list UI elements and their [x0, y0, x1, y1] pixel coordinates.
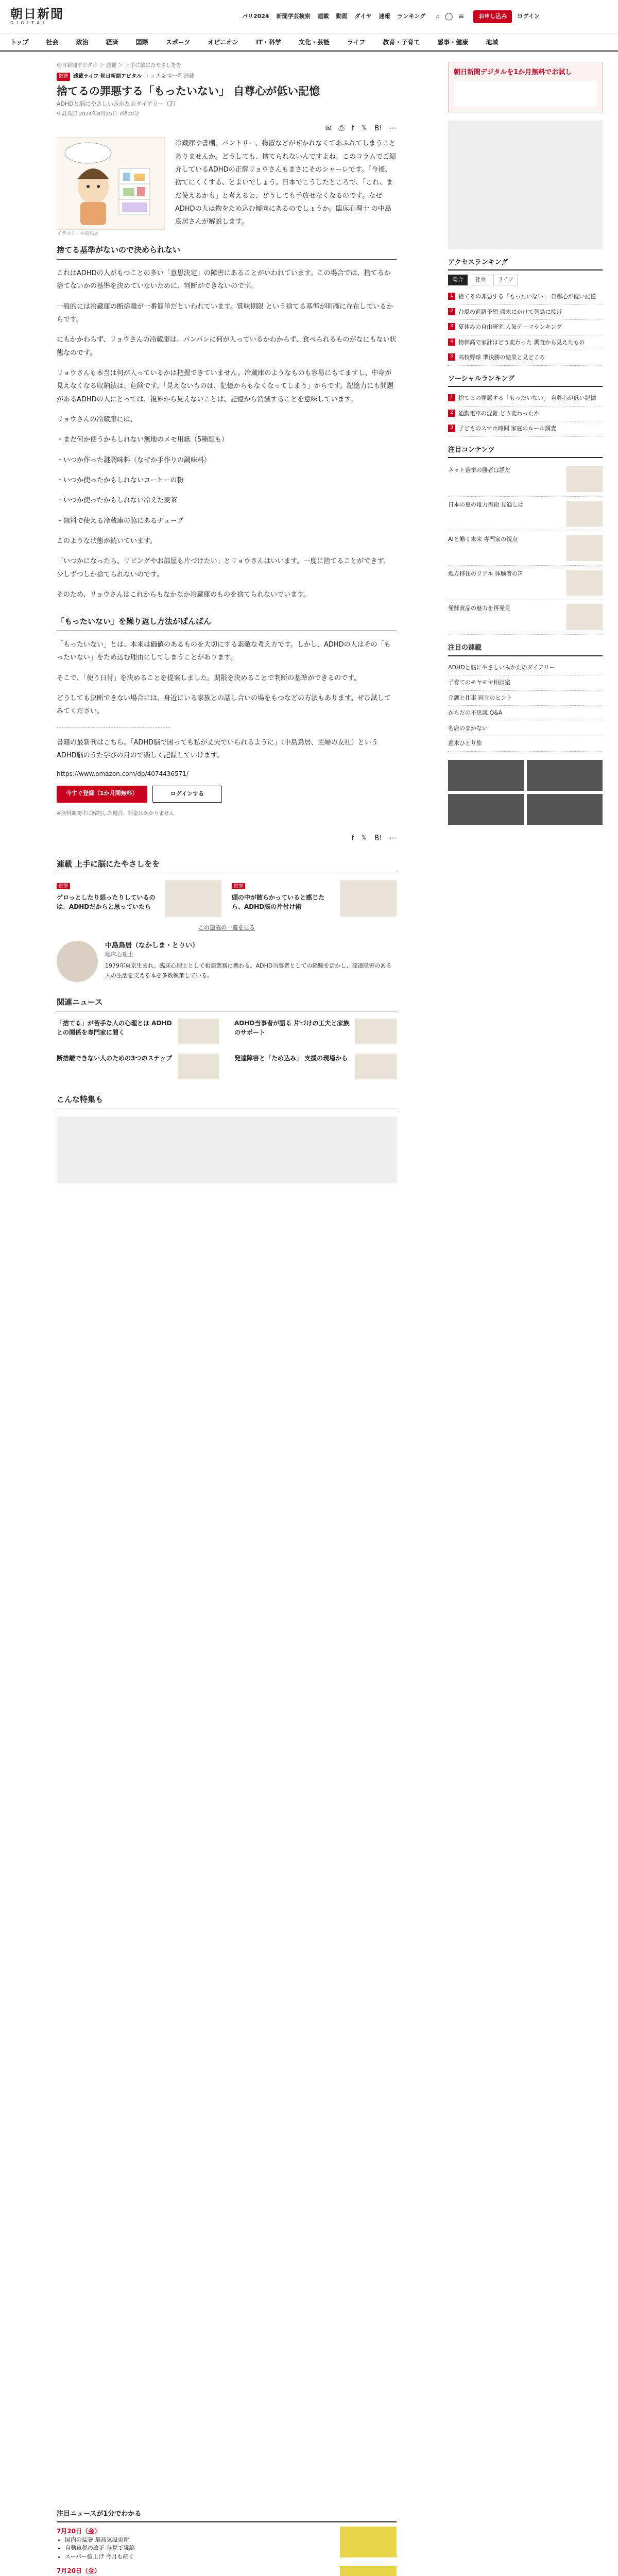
content-item[interactable]: 日本の夏の電力需給 見通しは: [448, 497, 603, 531]
ranking-tab[interactable]: ライフ: [493, 275, 518, 285]
main-nav: [0, 34, 618, 52]
nav-item[interactable]: 文化・芸能: [298, 39, 330, 46]
series-badge: 医療: [57, 73, 70, 81]
site-header: [0, 0, 618, 34]
bookmark-icon[interactable]: B!: [374, 124, 382, 133]
hot-series-item[interactable]: ADHDと脳にやさしいみかたのダイアリー: [448, 660, 603, 676]
social-ranking-list: [448, 391, 603, 437]
contents-heading: 注目コンテンツ: [448, 445, 603, 459]
hot-series-heading: 注目の連載: [448, 643, 603, 656]
video-thumbnail[interactable]: [527, 760, 603, 791]
news-thumbnail: [355, 1019, 397, 1044]
related-news-item[interactable]: 断捨離できない人のための3つのステップ: [57, 1054, 219, 1079]
nav-item[interactable]: 社会: [46, 39, 59, 46]
trial-note: ※無料期間中に解約した場合、料金はかかりません: [57, 810, 175, 817]
author-name[interactable]: 中島鳥居（なかしま・とりい）: [105, 941, 199, 950]
related-series-heading: 連載 上手に脳にたやさしをを: [57, 858, 397, 874]
nav-item[interactable]: 感事・健康: [437, 39, 469, 46]
book-url[interactable]: https://www.amazon.com/dp/4074436571/: [57, 770, 188, 778]
paragraph: どうしても決断できない場合には、身近にいる家族との話し合いの場をもつなどの方法もあります。ぜひ試してみてください。: [57, 694, 391, 716]
hot-series-list: [448, 660, 603, 752]
digest-item[interactable]: • 国内の猛暑 最高気温更新: [65, 2536, 335, 2545]
related-news-grid: [57, 1019, 397, 1079]
section-heading: 「もったいない」を繰り返し方法がばんばん: [57, 616, 397, 631]
ranking-item[interactable]: 2 台風の進路予想 週末にかけて列島に接近: [448, 305, 603, 320]
bookmark-icon[interactable]: B!: [374, 834, 382, 842]
hot-series-item[interactable]: からだの不思議 Q&A: [448, 706, 603, 721]
paragraph: ・いつか使ったかもしれないコーヒーの粉: [57, 477, 184, 485]
login-link[interactable]: ログイン: [517, 13, 540, 20]
article-lead: 冷蔵庫や書棚、パントリー、物置などがぜかれなくてあふれてしまうことありませんか。どうしても、捨てられないんですよね。このコラムでご紹介しているADHDの正解リョウさんもまさにそのシャーレです。「今後、捨てにくくする、とよいでしょう。日本でこうしたところで、「これ、まだ使えるかも」と考えると、どうしても手放せなくなるのです。なぜADHDの人は物をため込む傾向にあるのでしょうか。臨床心理士 の中島鳥居さんが解説します。: [175, 140, 396, 226]
author-profile: [57, 941, 397, 982]
paragraph: これはADHDの人がもつことの多い「意思決定」の障害にあることがいわれています。この場合では、捨てるか捨てないかの基準を決めていないために、判断ができないのです。: [57, 269, 391, 291]
paragraph: ・まだ何か使うかもしれない無地のメモ用紙（5種類も）: [57, 436, 229, 444]
related-news-item[interactable]: 「捨てる」が苦手な人の心理とは ADHDとの関係を専門家に聞く: [57, 1019, 219, 1044]
illustration-caption: イラスト：中島鳥居: [57, 231, 99, 236]
author-bio: 1979年東京生まれ。臨床心理士として相談業務に携わる。ADHD当事者としての経験を活かし、発達障害のある人の生活を支える本を多数執筆している。: [105, 962, 392, 979]
paragraph: 「もったいない」とは、本来は価値のあるものを大切にする素敵な考え方です。しかし、ADHDの人はその「もったいない」をため込む理由にしてしまうことがあります。: [57, 640, 391, 662]
more-icon[interactable]: ⋯: [389, 834, 397, 842]
content-item[interactable]: ネット選挙の勝者は誰だ: [448, 462, 603, 497]
header-link[interactable]: 動画: [336, 13, 348, 20]
ranking-heading: アクセスランキング: [448, 258, 603, 271]
paragraph: そのため、リョウさんはこれからもなかなか冷蔵庫のものを捨てられないでいます。: [57, 591, 311, 599]
nav-item[interactable]: 政治: [76, 39, 89, 46]
nav-item[interactable]: ライフ: [347, 39, 366, 46]
social-ranking-item[interactable]: 2 通勤電車の混雑 どう変わったか: [448, 406, 603, 422]
ranking-tab[interactable]: 総合: [448, 275, 468, 285]
related-news-heading: 関連ニュース: [57, 996, 397, 1012]
nav-item[interactable]: IT・科学: [256, 39, 281, 46]
ranking-item[interactable]: 1 捨てるの罪悪する「もったいない」 自尊心が低い記憶: [448, 290, 603, 305]
news-thumbnail: [355, 1054, 397, 1079]
content-item[interactable]: AIと働く未来 専門家の視点: [448, 531, 603, 566]
divider: [57, 727, 170, 728]
ranking-tab[interactable]: 社会: [471, 275, 490, 285]
x-icon[interactable]: 𝕏: [361, 124, 367, 133]
subscribe-button[interactable]: お申し込み: [473, 10, 512, 23]
hot-series-item[interactable]: 名店のまかない: [448, 721, 603, 737]
header-link[interactable]: ダイヤ: [354, 13, 372, 20]
user-icon[interactable]: ◯: [444, 12, 453, 21]
header-link[interactable]: 新聞学芸検索: [276, 13, 311, 20]
hot-series-item[interactable]: 子育てのモヤモヤ相談室: [448, 675, 603, 691]
paragraph: 一般的には冷蔵庫の断捨離が一番簡単だといわれています。賞味期限 という捨てる基準が明確に存在しているからです。: [57, 302, 393, 324]
digest-item[interactable]: • スーパー値上げ 今月も続く: [65, 2553, 335, 2562]
video-thumbnail[interactable]: [448, 760, 524, 791]
print-icon[interactable]: ⎙: [338, 124, 345, 133]
related-thumbnail: [165, 880, 221, 917]
menu-icon[interactable]: ≡: [458, 12, 465, 21]
trial-banner-image: [454, 81, 597, 107]
article-date: 中島鳥居 2024年8月25日 7時00分: [57, 111, 139, 117]
section-heading: 捨てる基準がないので決められない: [57, 244, 397, 260]
x-icon[interactable]: 𝕏: [361, 834, 367, 842]
series-path[interactable]: トップ 記事一覧 連載: [144, 74, 194, 80]
nav-item[interactable]: 教育・子育て: [383, 39, 420, 46]
book-info: 書籍の最新刊はこちら。「ADHD脳で困っても私が丈夫でいられるように」（中島鳥居、主婦の友社）というADHD脳のうた学びの目ので楽しく記録していけます。: [57, 738, 378, 759]
contents-list: [448, 462, 603, 635]
trial-banner[interactable]: [448, 62, 603, 112]
ranking-list: [448, 290, 603, 366]
hot-series-item[interactable]: 介護と仕事 両立のヒント: [448, 691, 603, 706]
related-news-item[interactable]: 発達障害と「ため込み」 支援の現場から: [234, 1054, 397, 1079]
search-icon[interactable]: ⌕: [436, 12, 440, 21]
video-thumbnail[interactable]: [448, 794, 524, 825]
sidebar-ad[interactable]: [448, 121, 603, 249]
author-role: 臨床心理士: [105, 951, 133, 958]
paragraph: にもかかわらず、リョウさんの冷蔵庫は、パンパンに何が入っているかわからず、食べられるものがなにもない状態なのです。: [57, 336, 397, 357]
digest-date: 7月20日（金）: [57, 2567, 101, 2574]
header-link[interactable]: 速報: [379, 13, 390, 20]
ranking-tabs: [448, 275, 603, 285]
sidebar: [448, 62, 603, 825]
breadcrumb[interactable]: 朝日新聞デジタル ＞ 連載 ＞ 上手に脳にたやさしをを: [57, 63, 182, 69]
nav-item[interactable]: トップ: [10, 39, 29, 46]
series-more-link[interactable]: この連載の一覧を見る: [198, 924, 255, 931]
paragraph: ・いつか使ったかもしれない冷えた麦茶: [57, 497, 178, 505]
social-ranking-item[interactable]: 1 捨てるの罪悪する「もったいない」 自尊心が低い記憶: [448, 391, 603, 406]
related-card[interactable]: [232, 880, 397, 917]
social-ranking-item[interactable]: 3 子どものスマホ時間 家庭のルール調査: [448, 421, 603, 437]
content-item[interactable]: 発酵食品の魅力を再発見: [448, 600, 603, 635]
related-title: 頭の中が散らかっていると感じたら、ADHD脳の片付け術: [232, 893, 325, 910]
paragraph: そこで、「使う日付」を決めることを提案しました。期限を決めることで判断の基準ができるのです。: [57, 674, 361, 682]
related-news-item[interactable]: ADHD当事者が語る 片づけの工夫と家族のサポート: [234, 1019, 397, 1044]
news-digest: [57, 2509, 397, 2576]
related-card[interactable]: [57, 880, 221, 917]
header-links: [242, 12, 425, 21]
facebook-icon[interactable]: f: [351, 124, 354, 133]
ranking-item[interactable]: 3 夏休みの自由研究 人気テーマランキング: [448, 320, 603, 335]
logo-main: 朝日新聞: [10, 6, 64, 21]
nav-item[interactable]: スポーツ: [165, 39, 191, 46]
share-bar: [57, 123, 397, 134]
site-logo[interactable]: [10, 7, 72, 27]
feature-ad[interactable]: [57, 1116, 397, 1183]
paragraph: リョウさんも本当は何が入っているかは把握できていません。冷蔵庫のようなものも容易にもてますし、中身が見えなくなる収納法は、危険です。「見えないものは、記憶からもなくなってしまう」からです。記憶力にも問題があるADHDの人にとっては、視界から見えないことは、記憶から消滅することを意味しています。: [57, 369, 394, 403]
login-button[interactable]: ログインする: [152, 786, 222, 803]
header-link[interactable]: パリ2024: [242, 13, 269, 20]
author-avatar: [57, 941, 98, 982]
sidebar-video-grid: [448, 760, 603, 825]
more-feature-heading: こんな特集も: [57, 1094, 397, 1109]
ranking-item[interactable]: 4 物価高で家計はどう変わった 調査から見えたもの: [448, 335, 603, 351]
nav-item[interactable]: 地域: [486, 39, 499, 46]
related-tag: 医療: [232, 883, 245, 889]
digest-heading: 注目ニュースが1分でわかる: [57, 2509, 397, 2522]
trial-banner-text: 朝日新聞デジタルを1か月無料でお試し: [454, 69, 572, 76]
paragraph: ・いつか作った謎調味料（なぜか手作りの調味料）: [57, 456, 211, 464]
news-thumbnail: [178, 1019, 219, 1044]
related-tag: 医療: [57, 883, 70, 889]
video-thumbnail[interactable]: [527, 794, 603, 825]
content-item[interactable]: 地方移住のリアル 体験者の声: [448, 566, 603, 600]
news-thumbnail: [178, 1054, 219, 1079]
logo-sub: DIGITAL: [10, 20, 48, 25]
article-title: 捨てるの罪悪する「もったいない」 自尊心が低い記憶: [57, 84, 320, 97]
ranking-item[interactable]: 5 高校野球 準決勝の結果と見どころ: [448, 350, 603, 366]
more-icon[interactable]: ⋯: [389, 124, 397, 133]
header-link[interactable]: ランキング: [397, 13, 426, 20]
hot-series-item[interactable]: 週末ひとり旅: [448, 736, 603, 752]
related-thumbnail: [340, 880, 397, 917]
digest-thumbnail: [340, 2527, 397, 2557]
article-subtitle: ADHDと脳にやさしいみかたのダイアリー（7）: [57, 100, 179, 107]
digest-item[interactable]: • 自動車税の改正 与党で議論: [65, 2544, 335, 2553]
register-button[interactable]: 今すぐ登録（1か月間無料）: [57, 786, 147, 803]
nav-item[interactable]: オピニオン: [208, 39, 239, 46]
facebook-icon[interactable]: f: [351, 834, 354, 842]
nav-item[interactable]: 国際: [135, 39, 148, 46]
paragraph: このような状態が続いています。: [57, 537, 157, 546]
mail-icon[interactable]: ✉: [325, 124, 332, 133]
series-label[interactable]: 連載ライフ 朝日新聞アピタル: [73, 74, 142, 80]
header-link[interactable]: 連載: [317, 13, 329, 20]
social-ranking-heading: ソーシャルランキング: [448, 374, 603, 387]
article-illustration: [57, 137, 165, 236]
nav-item[interactable]: 経済: [106, 39, 118, 46]
digest-thumbnail: [340, 2566, 397, 2576]
related-title: ゲロっとしたり怒ったりしているのは、ADHDだからと思っていたら: [57, 893, 156, 910]
article: [57, 62, 397, 1183]
digest-date: 7月20日（金）: [57, 2527, 101, 2535]
paragraph: 「いつかになったら、リビングやお部屋も片づけたい」とリョウさんはいいます。一度に捨てることができず、少しずつしか捨てられないのです。: [57, 557, 390, 579]
paragraph: ・無料で使える冷蔵庫の脇にあるチューブ: [57, 517, 183, 525]
share-bar-bottom: [57, 833, 397, 844]
paragraph: リョウさんの冷蔵庫には、: [57, 415, 137, 423]
